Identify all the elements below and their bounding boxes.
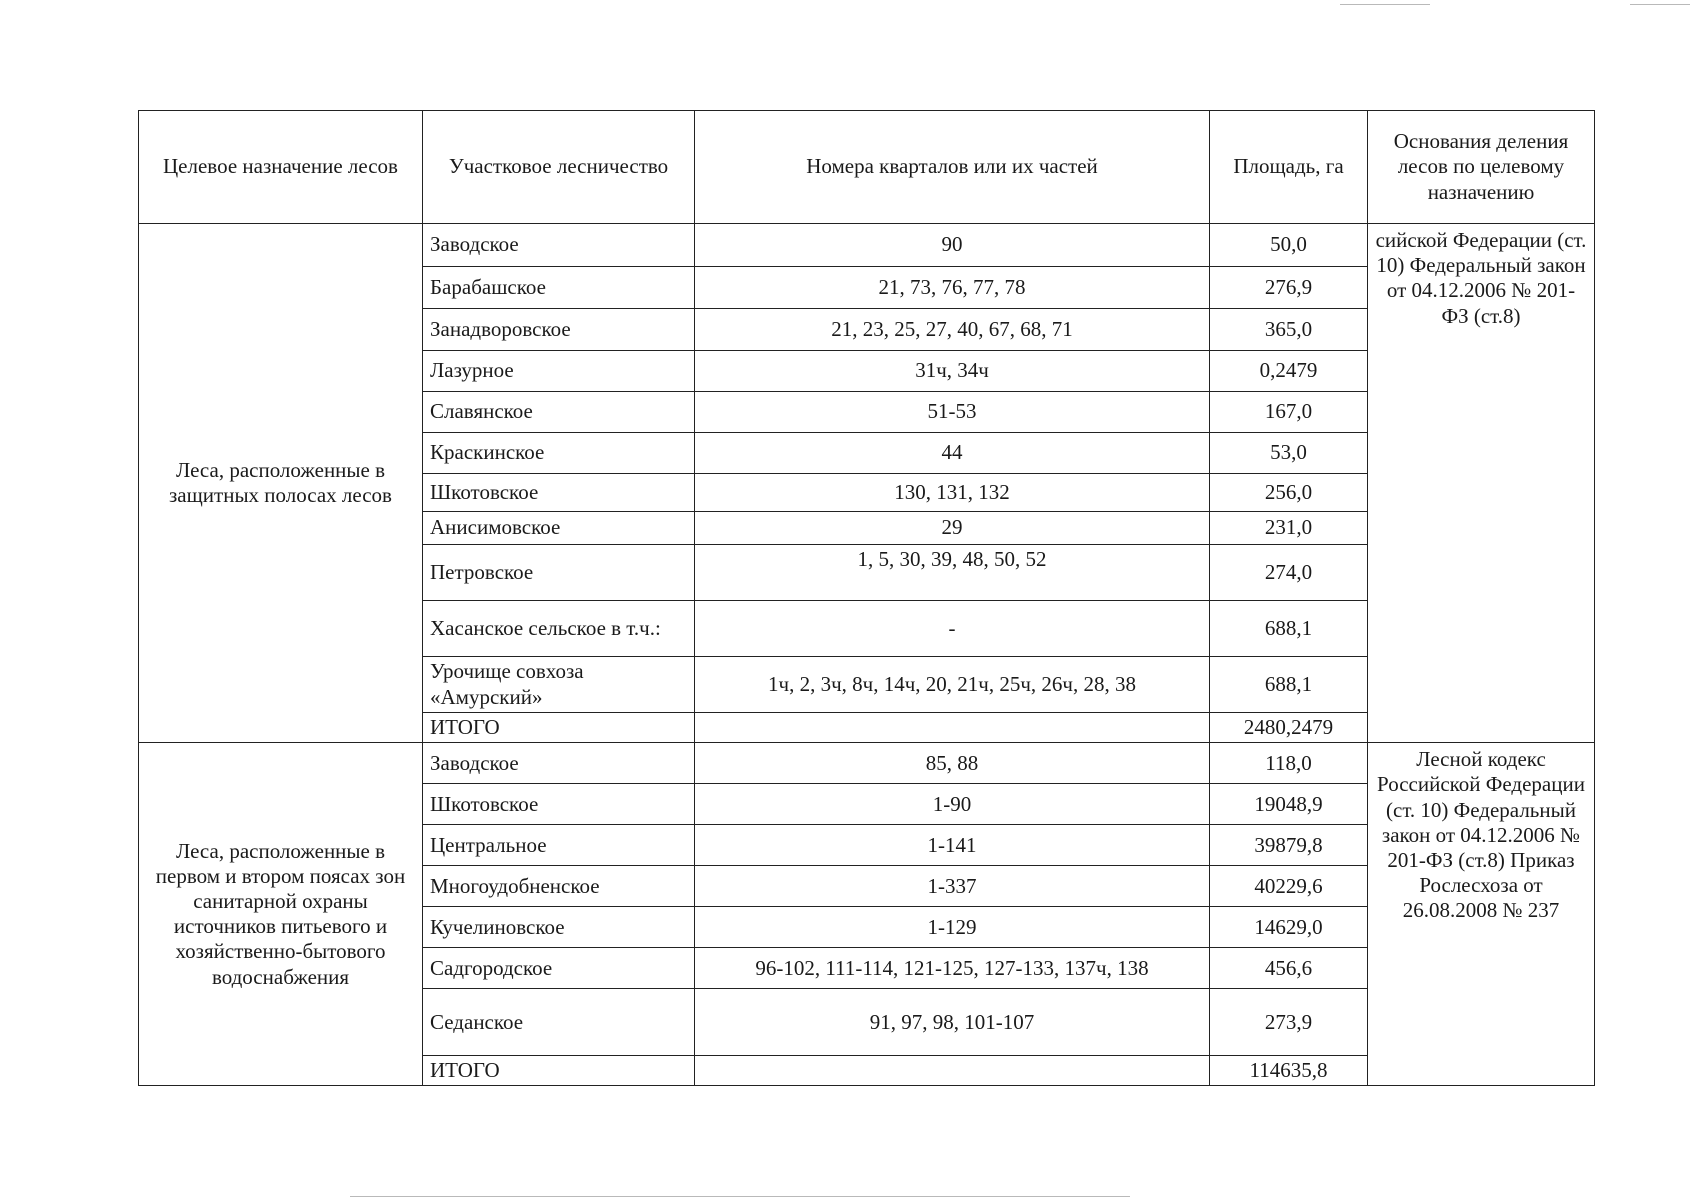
purpose-cell: Леса, расположенные в защитных полосах лесов bbox=[139, 224, 423, 743]
quarters-cell: 21, 73, 76, 77, 78 bbox=[695, 267, 1210, 309]
area-cell: 231,0 bbox=[1210, 512, 1368, 545]
header-district: Участковое лесничество bbox=[423, 111, 695, 224]
district-cell: Славянское bbox=[423, 392, 695, 433]
quarters-cell: 130, 131, 132 bbox=[695, 474, 1210, 512]
quarters-cell: 90 bbox=[695, 224, 1210, 267]
area-cell: 365,0 bbox=[1210, 309, 1368, 351]
district-cell: Анисимовское bbox=[423, 512, 695, 545]
quarters-cell bbox=[695, 713, 1210, 743]
header-basis: Основания деления лесов по целевому назначению bbox=[1368, 111, 1595, 224]
total-label: ИТОГО bbox=[423, 713, 695, 743]
district-cell: Барабашское bbox=[423, 267, 695, 309]
area-cell: 40229,6 bbox=[1210, 866, 1368, 907]
quarters-cell: 29 bbox=[695, 512, 1210, 545]
quarters-cell: 85, 88 bbox=[695, 743, 1210, 784]
total-value: 114635,8 bbox=[1210, 1056, 1368, 1086]
district-cell: Шкотовское bbox=[423, 474, 695, 512]
district-cell: Кучелиновское bbox=[423, 907, 695, 948]
area-cell: 256,0 bbox=[1210, 474, 1368, 512]
district-cell: Петровское bbox=[423, 545, 695, 601]
quarters-cell: 1-129 bbox=[695, 907, 1210, 948]
header-row bbox=[139, 111, 1595, 224]
district-cell: Шкотовское bbox=[423, 784, 695, 825]
header-quarters: Номера кварталов или их частей bbox=[695, 111, 1210, 224]
scan-artifact bbox=[350, 1196, 1130, 1197]
area-cell: 274,0 bbox=[1210, 545, 1368, 601]
district-cell: Урочище совхоза «Амурский» bbox=[423, 657, 695, 713]
scan-artifact bbox=[1630, 4, 1690, 5]
area-cell: 118,0 bbox=[1210, 743, 1368, 784]
area-cell: 276,9 bbox=[1210, 267, 1368, 309]
total-value: 2480,2479 bbox=[1210, 713, 1368, 743]
quarters-cell: 51-53 bbox=[695, 392, 1210, 433]
district-cell: Многоудобненское bbox=[423, 866, 695, 907]
forest-purpose-table bbox=[138, 110, 1595, 1086]
area-cell: 273,9 bbox=[1210, 989, 1368, 1056]
header-purpose: Целевое назначение лесов bbox=[139, 111, 423, 224]
quarters-cell: 31ч, 34ч bbox=[695, 351, 1210, 392]
quarters-cell: 91, 97, 98, 101-107 bbox=[695, 989, 1210, 1056]
district-cell: Краскинское bbox=[423, 433, 695, 474]
district-cell: Занадворовское bbox=[423, 309, 695, 351]
quarters-cell: 1-90 bbox=[695, 784, 1210, 825]
area-cell: 167,0 bbox=[1210, 392, 1368, 433]
area-cell: 456,6 bbox=[1210, 948, 1368, 989]
quarters-cell bbox=[695, 1056, 1210, 1086]
district-cell: Заводское bbox=[423, 743, 695, 784]
area-cell: 688,1 bbox=[1210, 657, 1368, 713]
district-cell: Лазурное bbox=[423, 351, 695, 392]
quarters-cell: 1-141 bbox=[695, 825, 1210, 866]
table-row bbox=[139, 743, 1595, 784]
district-cell: Садгородское bbox=[423, 948, 695, 989]
area-cell: 19048,9 bbox=[1210, 784, 1368, 825]
basis-cell: Лесной кодекс Российской Федерации (ст. 10) Федеральный закон от 04.12.2006 № 201-ФЗ (ст.8) Приказ Рослесхоза от 26.08.2008 № 237 bbox=[1368, 743, 1595, 1086]
area-cell: 53,0 bbox=[1210, 433, 1368, 474]
quarters-cell: 21, 23, 25, 27, 40, 67, 68, 71 bbox=[695, 309, 1210, 351]
quarters-cell: 1-337 bbox=[695, 866, 1210, 907]
area-cell: 50,0 bbox=[1210, 224, 1368, 267]
area-cell: 0,2479 bbox=[1210, 351, 1368, 392]
district-cell: Седанское bbox=[423, 989, 695, 1056]
district-cell: Хасанское сельское в т.ч.: bbox=[423, 601, 695, 657]
quarters-cell: 1ч, 2, 3ч, 8ч, 14ч, 20, 21ч, 25ч, 26ч, 28, 38 bbox=[695, 657, 1210, 713]
scan-artifact bbox=[1340, 4, 1430, 5]
quarters-cell: 96-102, 111-114, 121-125, 127-133, 137ч, 138 bbox=[695, 948, 1210, 989]
area-cell: 14629,0 bbox=[1210, 907, 1368, 948]
basis-cell: сийской Федерации (ст. 10) Федеральный закон от 04.12.2006 № 201-ФЗ (ст.8) bbox=[1368, 224, 1595, 743]
quarters-cell: 44 bbox=[695, 433, 1210, 474]
purpose-cell: Леса, расположенные в первом и втором поясах зон санитарной охраны источников питьевого и хозяйственно-бытового водоснабжения bbox=[139, 743, 423, 1086]
quarters-cell: - bbox=[695, 601, 1210, 657]
area-cell: 688,1 bbox=[1210, 601, 1368, 657]
area-cell: 39879,8 bbox=[1210, 825, 1368, 866]
total-label: ИТОГО bbox=[423, 1056, 695, 1086]
header-area: Площадь, га bbox=[1210, 111, 1368, 224]
quarters-cell: 1, 5, 30, 39, 48, 50, 52 bbox=[695, 545, 1210, 601]
district-cell: Заводское bbox=[423, 224, 695, 267]
table-row bbox=[139, 224, 1595, 267]
district-cell: Центральное bbox=[423, 825, 695, 866]
